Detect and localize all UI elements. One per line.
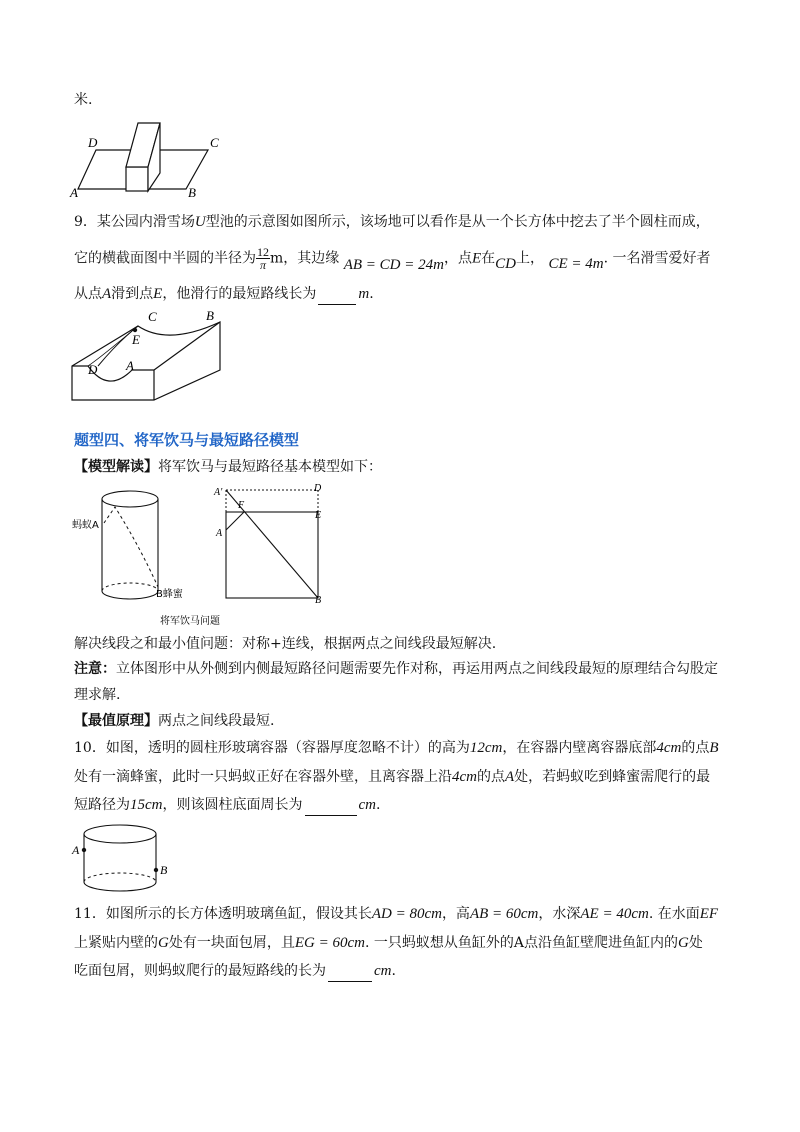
q10-line3: 短路径为15cm，则该圆柱底面周长为 cm. — [74, 795, 380, 816]
q10-line1: 10．如图，透明的圆柱形玻璃容器（容器厚度忽略不计）的高为12cm，在容器内壁离容器底部4cm的点B — [74, 740, 719, 756]
answer-blank[interactable] — [318, 284, 356, 305]
figure-caption: 将军饮马问题 — [160, 616, 220, 627]
label-C: C — [210, 135, 219, 150]
answer-blank[interactable] — [305, 795, 357, 816]
q11-line1: 11．如图所示的长方体透明玻璃鱼缸，假设其长AD = 80cm，高AB = 60cm，水深AE = 40cm. 在水面EF — [74, 906, 719, 922]
fraction: $\frac{12}{\pi}$ — [257, 245, 269, 272]
note-line2: 理求解. — [74, 687, 121, 703]
solve-text: 解决线段之和最小值问题：对称+连线，根据两点之间线段最短解决. — [74, 636, 497, 652]
q9-line1: 9．某公园内滑雪场U型池的示意图如图所示，该场地可以看作是从一个长方体中挖去了半个圆柱而成， — [74, 214, 710, 230]
q11-line2: 上紧贴内壁的G处有一块面包屑，且EG = 60cm. 一只蚂蚁想从鱼缸外的A点沿鱼缸壁爬进鱼缸内的G处 — [74, 935, 703, 951]
principle: 【最值原理】两点之间线段最短. — [74, 713, 275, 729]
point-A — [82, 848, 86, 852]
label-E: E — [132, 332, 140, 347]
label-B: B — [315, 595, 322, 606]
q10-line2: 处有一滴蜂蜜，此时一只蚂蚁正好在容器外壁，且离容器上沿4cm的点A处，若蚂蚁吃到蜂蜜需爬行的最 — [74, 769, 711, 785]
label-A: A — [216, 528, 223, 539]
label-A: A — [72, 843, 80, 857]
ant-label: 蚂蚁A — [72, 520, 99, 531]
q9-line2: 它的横截面图中半圆的半径为 $\frac{12}{\pi}$ m，其边缘 AB = CD = 24m，点E在CD上， CE = 4m. 一名滑雪爱好者 — [74, 245, 711, 273]
model-intro: 【模型解读】将军饮马与最短路径基本模型如下： — [74, 459, 382, 475]
label-D: D — [88, 135, 98, 150]
label-F: F — [238, 500, 245, 511]
q8-figure — [68, 115, 228, 200]
model-cylinder-figure — [70, 487, 220, 627]
model-square-figure — [212, 482, 332, 606]
answer-blank[interactable] — [328, 961, 372, 982]
q11-line3: 吃面包屑，则蚂蚁爬行的最短路线的长为 cm. — [74, 961, 396, 982]
label-B: B — [160, 863, 168, 877]
q10-figure — [68, 820, 178, 900]
label-B: B — [206, 308, 214, 323]
section-heading: 题型四、将军饮马与最短路径模型 — [74, 431, 300, 449]
label-B: B — [188, 185, 196, 200]
label-D: D — [88, 362, 98, 377]
label-D: D — [314, 483, 322, 494]
q9-figure — [68, 308, 238, 400]
top-fragment: 米. — [74, 92, 93, 108]
honey-label: B蜂蜜 — [156, 589, 183, 600]
q9-line3: 从点A滑到点E，他滑行的最短路线长为 m. — [74, 284, 374, 305]
label-E: E — [315, 510, 322, 521]
label-A: A — [70, 185, 78, 200]
note-line1: 注意：立体图形中从外侧到内侧最短路径问题需要先作对称，再运用两点之间线段最短的原理结合勾股定 — [74, 661, 718, 677]
point-B — [154, 868, 158, 872]
label-A-prime: A' — [214, 487, 223, 498]
label-A: A — [126, 358, 134, 373]
label-C: C — [148, 309, 157, 324]
